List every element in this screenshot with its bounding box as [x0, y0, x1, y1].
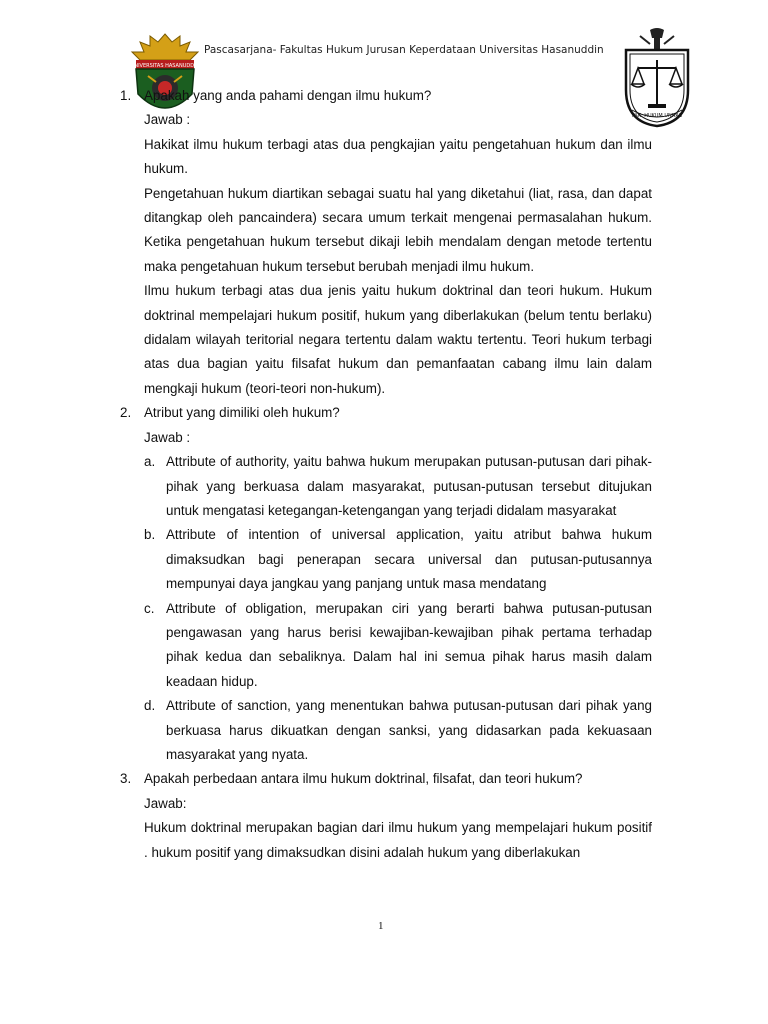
attribute-item-label: b.: [144, 527, 156, 543]
question-2-answer-label: Jawab :: [144, 429, 191, 445]
question-1-paragraph: Ilmu hukum terbagi atas dua jenis yaitu hukum doktrinal dan teori hukum. Hukum doktrinal mempelajari hukum positif, hukum yang diberlakukan (belum tentu berlaku) didalam wilayah teritorial negara tertentu dalam waktu tertentu. Teori hukum terbagi atas dua bagian yaitu filsafat hukum dan pemanfaatan cabang ilmu lain dalam mengkaji hukum (teori-teori non-hukum).: [144, 283, 652, 396]
attribute-item-label: d.: [144, 698, 156, 714]
question-1-answer-label: Jawab :: [144, 112, 191, 128]
attribute-item-label: a.: [144, 454, 156, 470]
question-1-paragraph: Pengetahuan hukum diartikan sebagai suatu hal yang diketahui (liat, rasa, dan dapat ditangkap oleh pancaindera) secara umum terkait mengenai permasalahan hukum. Ketika pengetahuan hukum tersebut dikaji lebih mendalam dengan metode tertentu maka pengetahuan hukum tersebut berubah menjadi ilmu hukum.: [144, 185, 652, 274]
question-3-answer-label: Jawab:: [144, 795, 187, 811]
attribute-item-text: Attribute of intention of universal application, yaitu atribut bahwa hukum dimaksudkan bagi penerapan secara universal dan putusan-putusannya mempunyai daya jangkau yang panjang untuk masa mendatang: [166, 527, 652, 592]
header-title: Pascasarjana- Fakultas Hukum Jurusan Keperdataan Universitas Hasanuddin: [204, 44, 604, 56]
attribute-item: [144, 450, 652, 523]
question-2-number: 2.: [120, 405, 132, 421]
attribute-item: [144, 694, 652, 767]
question-1-paragraph: Hakikat ilmu hukum terbagi atas dua pengkajian yaitu pengetahuan hukum dan ilmu hukum.: [144, 136, 652, 177]
document-body: [120, 84, 652, 865]
question-1: [120, 84, 652, 401]
attribute-item: [144, 597, 652, 695]
question-3-number: 3.: [120, 771, 132, 787]
question-1-number: 1.: [120, 88, 132, 103]
question-3-text: Apakah perbedaan antara ilmu hukum doktrinal, filsafat, dan teori hukum?: [144, 771, 583, 787]
question-3-paragraph: Hukum doktrinal merupakan bagian dari ilmu hukum yang mempelajari hukum positif . hukum positif yang dimaksudkan disini adalah hukum yang diberlakukan: [144, 820, 652, 860]
attribute-item-text: Attribute of obligation, merupakan ciri yang berarti bahwa putusan-putusan pengawasan yang harus berisi kewajiban-kewajiban pihak pertama terhadap pihak kedua dan sebaliknya. Dalam hal ini semua pihak harus masih dalam keadaan hidup.: [166, 600, 652, 689]
question-3: [120, 767, 652, 865]
attribute-item-text: Attribute of sanction, yang menentukan bahwa putusan-putusan dari pihak yang berkuasa harus dikuatkan dengan sanksi, yang didasarkan pada kekuasaan masyarakat yang nyata.: [166, 698, 652, 762]
question-1-text: Apakah yang anda pahami dengan ilmu hukum?: [144, 88, 432, 103]
question-2-text: Atribut yang dimiliki oleh hukum?: [144, 405, 340, 421]
page-number: 1: [378, 920, 384, 932]
attribute-item-text: Attribute of authority, yaitu bahwa hukum merupakan putusan-putusan dari pihak-pihak yang berkuasa dalam masyarakat, putusan-putusan tersebut ditujukan untuk mengatasi ketegangan-ketengangan yang terjadi didalam masyarakat: [166, 454, 652, 518]
attribute-item-label: c.: [144, 600, 155, 616]
question-2: [120, 401, 652, 767]
logo-left-band-text: UNIVERSITAS HASANUDDIN: [130, 63, 200, 69]
logo-right-band-text: FAK. HUKUM UNHAS: [631, 113, 683, 119]
attribute-item: [144, 523, 652, 596]
